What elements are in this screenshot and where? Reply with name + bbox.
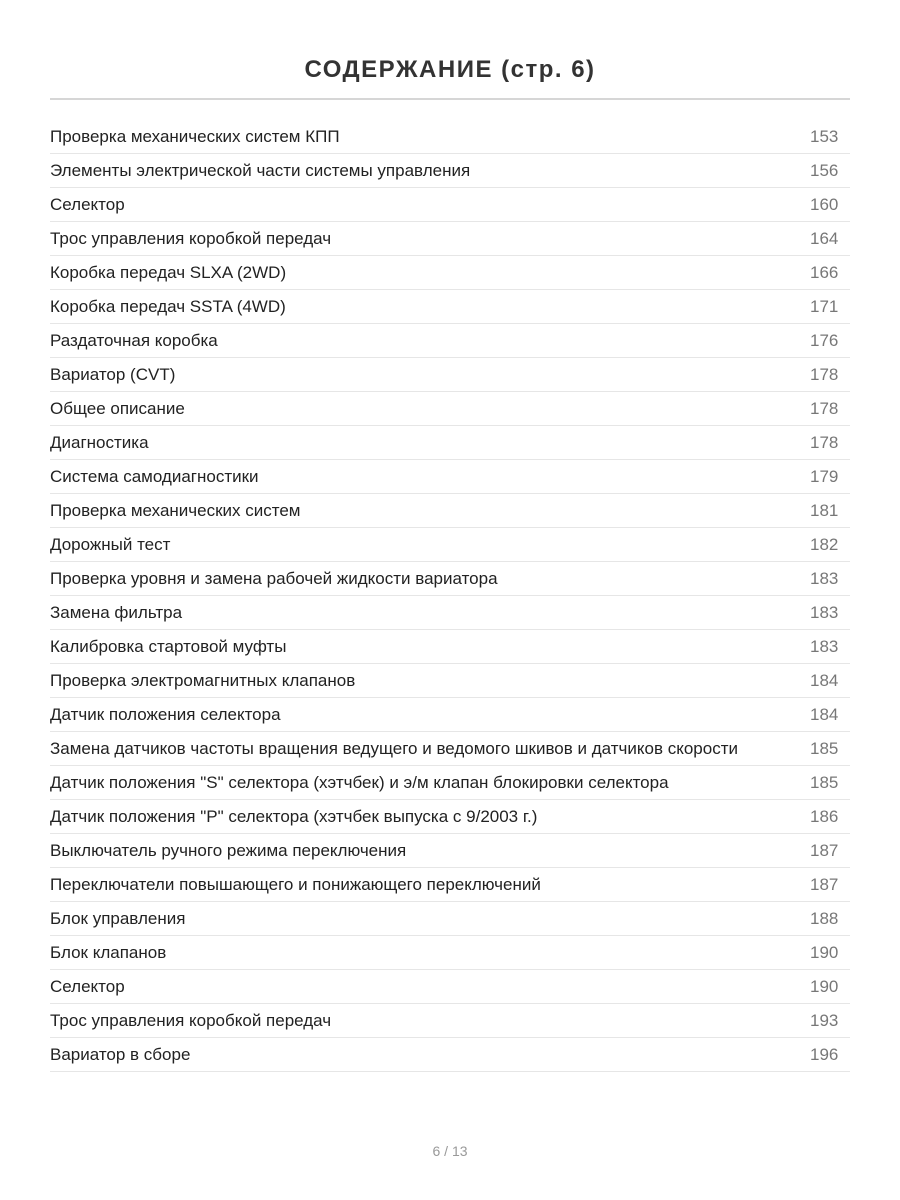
toc-entry-title: Замена датчиков частоты вращения ведущего и ведомого шкивов и датчиков скорости (50, 738, 738, 758)
toc-entry[interactable] (50, 1004, 850, 1038)
toc-entry-title: Диагностика (50, 432, 149, 452)
toc-entry-page-number: 187 (810, 840, 839, 860)
toc-entry-title: Система самодиагностики (50, 466, 259, 486)
toc-entry-page-number: 166 (810, 262, 839, 282)
page-title: СОДЕРЖАНИЕ (стр. 6) (304, 56, 596, 84)
toc-entry[interactable] (50, 222, 850, 256)
toc-entry-page-number: 179 (810, 466, 839, 486)
toc-entry[interactable] (50, 358, 850, 392)
toc-entry-title: Калибровка стартовой муфты (50, 636, 287, 656)
toc-entry-title: Проверка уровня и замена рабочей жидкости вариатора (50, 568, 498, 588)
toc-entry-title: Коробка передач SLXA (2WD) (50, 262, 287, 282)
toc-entry-title: Вариатор в сборе (50, 1044, 191, 1064)
page-indicator: 6 / 13 (432, 1143, 468, 1159)
toc-entry-title: Проверка электромагнитных клапанов (50, 670, 356, 690)
toc-entry-title: Трос управления коробкой передач (50, 228, 332, 248)
toc-entry[interactable] (50, 392, 850, 426)
toc-entry-title: Датчик положения селектора (50, 704, 281, 724)
toc-entry-page-number: 186 (810, 806, 839, 826)
toc-entry[interactable] (50, 732, 850, 766)
toc-entry-page-number: 176 (810, 330, 839, 350)
toc-entry[interactable] (50, 256, 850, 290)
toc-entry-page-number: 160 (810, 194, 839, 214)
toc-entry-title: Вариатор (CVT) (50, 364, 176, 384)
toc-entry-title: Переключатели повышающего и понижающего переключений (50, 874, 541, 894)
toc-entry-page-number: 153 (810, 126, 839, 146)
toc-entry-page-number: 178 (810, 432, 839, 452)
toc-entry-page-number: 196 (810, 1044, 839, 1064)
toc-entry[interactable] (50, 426, 850, 460)
toc-entry-page-number: 190 (810, 942, 839, 962)
toc-entry-title: Селектор (50, 976, 125, 996)
toc-entry-title: Трос управления коробкой передач (50, 1010, 332, 1030)
toc-entry-title: Селектор (50, 194, 125, 214)
toc-entry-page-number: 182 (810, 534, 839, 554)
toc-entry-page-number: 187 (810, 874, 839, 894)
toc-entry-page-number: 181 (810, 500, 839, 520)
title-divider (50, 98, 850, 100)
toc-entry[interactable] (50, 902, 850, 936)
toc-entry-title: Датчик положения "P" селектора (хэтчбек выпуска с 9/2003 г.) (50, 806, 538, 826)
toc-entry-page-number: 164 (810, 228, 839, 248)
toc-entry-page-number: 183 (810, 568, 839, 588)
toc-entry[interactable] (50, 460, 850, 494)
toc-entry-title: Проверка механических систем (50, 500, 301, 520)
toc-entry-title: Блок управления (50, 908, 186, 928)
toc-entry-title: Дорожный тест (50, 534, 171, 554)
toc-entry[interactable] (50, 936, 850, 970)
toc-entry-page-number: 178 (810, 398, 839, 418)
toc-entry[interactable] (50, 290, 850, 324)
toc-entry-page-number: 185 (810, 738, 839, 758)
toc-entry[interactable] (50, 596, 850, 630)
toc-entry-page-number: 190 (810, 976, 839, 996)
toc-entry[interactable] (50, 834, 850, 868)
toc-entry[interactable] (50, 698, 850, 732)
toc-entry-page-number: 171 (810, 296, 839, 316)
toc-entry-page-number: 184 (810, 670, 839, 690)
toc-entry[interactable] (50, 664, 850, 698)
toc-entry[interactable] (50, 970, 850, 1004)
toc-entry-title: Блок клапанов (50, 942, 167, 962)
toc-entry[interactable] (50, 800, 850, 834)
toc-entry-title: Проверка механических систем КПП (50, 126, 340, 146)
toc-entry[interactable] (50, 766, 850, 800)
toc-entry[interactable] (50, 562, 850, 596)
toc-entry-page-number: 188 (810, 908, 839, 928)
toc-entry[interactable] (50, 868, 850, 902)
toc-entry-page-number: 183 (810, 636, 839, 656)
toc-entry-title: Элементы электрической части системы управления (50, 160, 471, 180)
toc-list (50, 120, 850, 1072)
toc-entry[interactable] (50, 154, 850, 188)
toc-entry[interactable] (50, 528, 850, 562)
toc-entry-title: Выключатель ручного режима переключения (50, 840, 407, 860)
toc-entry-title: Общее описание (50, 398, 185, 418)
toc-entry[interactable] (50, 188, 850, 222)
toc-entry-title: Коробка передач SSTA (4WD) (50, 296, 286, 316)
toc-entry-title: Замена фильтра (50, 602, 183, 622)
toc-entry[interactable] (50, 1038, 850, 1072)
toc-entry-page-number: 185 (810, 772, 839, 792)
toc-entry-page-number: 156 (810, 160, 839, 180)
toc-entry-page-number: 184 (810, 704, 839, 724)
toc-entry-page-number: 178 (810, 364, 839, 384)
toc-entry[interactable] (50, 494, 850, 528)
toc-entry-page-number: 193 (810, 1010, 839, 1030)
toc-entry[interactable] (50, 324, 850, 358)
toc-entry-title: Раздаточная коробка (50, 330, 218, 350)
toc-entry-page-number: 183 (810, 602, 839, 622)
toc-entry[interactable] (50, 630, 850, 664)
toc-entry[interactable] (50, 120, 850, 154)
toc-entry-title: Датчик положения "S" селектора (хэтчбек) и э/м клапан блокировки селектора (50, 772, 669, 792)
